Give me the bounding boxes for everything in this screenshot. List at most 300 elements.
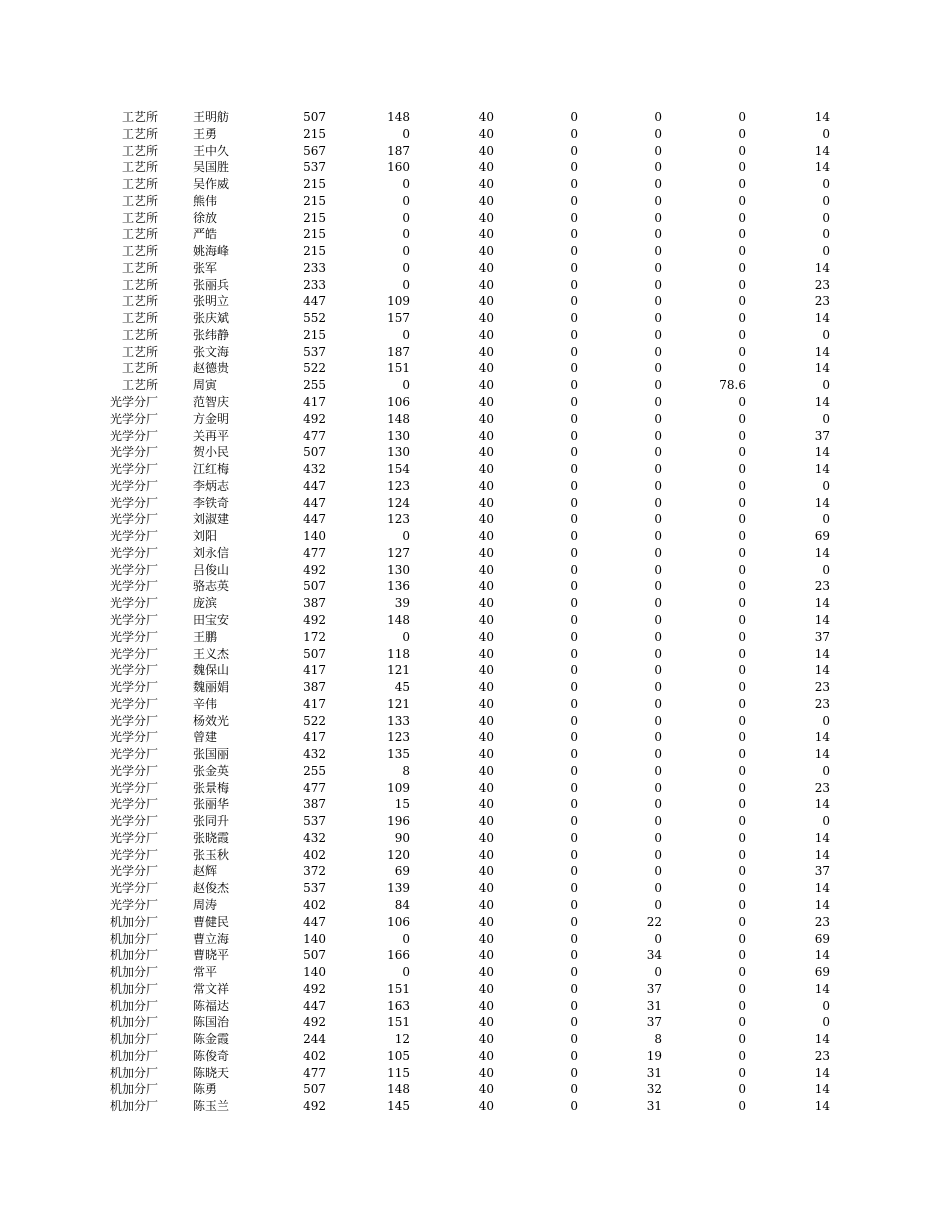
table-row [0,243,950,260]
value-col-3-cell: 40 [478,277,494,292]
department-cell: 光学分厂 [109,747,158,762]
value-col-4-cell: 0 [570,713,578,728]
value-col-2-cell: 148 [387,1082,410,1097]
name-cell: 骆志英 [193,579,230,594]
value-col-3-cell: 40 [478,696,494,711]
value-col-6-cell: 0 [738,126,746,141]
value-col-5-cell: 0 [654,143,662,158]
value-col-6-cell: 0 [738,361,746,376]
value-col-4-cell: 0 [570,193,578,208]
value-col-4-cell: 0 [570,1099,578,1114]
value-col-7-cell: 0 [822,512,830,527]
value-col-3-cell: 40 [478,210,494,225]
name-cell: 陈玉兰 [193,1099,230,1114]
value-col-5-cell: 0 [654,160,662,175]
name-cell: 姚海峰 [193,244,230,259]
value-col-3-cell: 40 [478,143,494,158]
value-col-5-cell: 0 [654,663,662,678]
department-cell: 工艺所 [121,277,158,292]
department-cell: 工艺所 [121,378,158,393]
department-cell: 光学分厂 [109,797,158,812]
value-col-7-cell: 23 [814,277,830,292]
value-col-6-cell: 0 [738,445,746,460]
value-col-5-cell: 0 [654,646,662,661]
value-col-4-cell: 0 [570,629,578,644]
department-cell: 光学分厂 [109,847,158,862]
value-col-3-cell: 40 [478,327,494,342]
value-col-6-cell: 0 [738,780,746,795]
name-cell: 周寅 [193,378,218,393]
value-col-7-cell: 23 [814,914,830,929]
value-col-5-cell: 0 [654,411,662,426]
value-col-1-cell: 417 [303,696,326,711]
department-cell: 光学分厂 [109,897,158,912]
value-col-1-cell: 215 [303,327,326,342]
table-row [0,763,950,780]
name-cell: 江红梅 [193,462,230,477]
value-col-5-cell: 0 [654,177,662,192]
name-cell: 庞滨 [193,596,218,611]
value-col-4-cell: 0 [570,998,578,1013]
value-col-3-cell: 40 [478,495,494,510]
department-cell: 工艺所 [121,177,158,192]
name-cell: 李炳志 [193,478,230,493]
value-col-6-cell: 0 [738,143,746,158]
table-row [0,444,950,461]
value-col-2-cell: 124 [387,495,410,510]
table-row [0,981,950,998]
value-col-2-cell: 148 [387,612,410,627]
value-col-6-cell: 0 [738,1048,746,1063]
value-col-1-cell: 215 [303,244,326,259]
department-cell: 工艺所 [121,110,158,124]
value-col-1-cell: 507 [303,948,326,963]
value-col-5-cell: 0 [654,612,662,627]
value-col-5-cell: 0 [654,847,662,862]
value-col-6-cell: 0 [738,327,746,342]
value-col-5-cell: 0 [654,344,662,359]
value-col-5-cell: 31 [646,998,662,1013]
value-col-6-cell: 0 [738,428,746,443]
value-col-5-cell: 0 [654,378,662,393]
department-cell: 机加分厂 [109,1082,158,1097]
name-cell: 张明立 [193,294,230,309]
value-col-7-cell: 0 [822,378,830,393]
value-col-2-cell: 0 [402,260,410,275]
value-col-2-cell: 109 [387,294,410,309]
value-col-4-cell: 0 [570,495,578,510]
value-col-4-cell: 0 [570,1015,578,1030]
table-row [0,109,950,126]
value-col-2-cell: 123 [387,512,410,527]
department-cell: 光学分厂 [109,763,158,778]
value-col-2-cell: 0 [402,193,410,208]
value-col-1-cell: 537 [303,344,326,359]
value-col-4-cell: 0 [570,881,578,896]
value-col-4-cell: 0 [570,126,578,141]
table-row [0,545,950,562]
department-cell: 光学分厂 [109,629,158,644]
name-cell: 张晓霞 [193,830,230,845]
name-cell: 常文祥 [193,981,230,996]
value-col-7-cell: 69 [814,529,830,544]
value-col-3-cell: 40 [478,897,494,912]
value-col-5-cell: 22 [646,914,662,929]
value-col-4-cell: 0 [570,696,578,711]
table-row [0,143,950,160]
value-col-1-cell: 215 [303,177,326,192]
table-row [0,612,950,629]
value-col-6-cell: 0 [738,730,746,745]
value-col-3-cell: 40 [478,1032,494,1047]
value-col-2-cell: 8 [402,763,410,778]
value-col-3-cell: 40 [478,579,494,594]
name-cell: 周涛 [193,897,218,912]
table-row [0,159,950,176]
value-col-6-cell: 0 [738,529,746,544]
value-col-7-cell: 0 [822,814,830,829]
value-col-7-cell: 14 [814,830,830,845]
name-cell: 严皓 [193,227,218,242]
value-col-7-cell: 14 [814,160,830,175]
department-cell: 机加分厂 [109,998,158,1013]
value-col-7-cell: 14 [814,260,830,275]
value-col-4-cell: 0 [570,612,578,627]
value-col-4-cell: 0 [570,780,578,795]
value-col-5-cell: 0 [654,596,662,611]
table-row [0,964,950,981]
value-col-3-cell: 40 [478,663,494,678]
value-col-1-cell: 432 [303,462,326,477]
value-col-3-cell: 40 [478,847,494,862]
department-cell: 机加分厂 [109,981,158,996]
value-col-3-cell: 40 [478,361,494,376]
value-col-3-cell: 40 [478,411,494,426]
value-col-1-cell: 417 [303,663,326,678]
value-col-3-cell: 40 [478,126,494,141]
value-col-1-cell: 537 [303,160,326,175]
value-col-7-cell: 37 [814,629,830,644]
name-cell: 田宝安 [193,612,230,627]
department-cell: 光学分厂 [109,579,158,594]
value-col-2-cell: 118 [387,646,410,661]
value-col-5-cell: 0 [654,294,662,309]
table-row [0,411,950,428]
value-col-3-cell: 40 [478,730,494,745]
name-cell: 王明舫 [193,110,230,124]
table-row [0,394,950,411]
value-col-2-cell: 12 [394,1032,410,1047]
value-col-6-cell: 0 [738,210,746,225]
name-cell: 李铁奇 [193,495,230,510]
department-cell: 光学分厂 [109,495,158,510]
value-col-4-cell: 0 [570,210,578,225]
value-col-2-cell: 115 [387,1065,410,1080]
value-col-4-cell: 0 [570,763,578,778]
value-col-2-cell: 151 [387,981,410,996]
department-cell: 光学分厂 [109,529,158,544]
value-col-3-cell: 40 [478,177,494,192]
value-col-4-cell: 0 [570,747,578,762]
department-cell: 机加分厂 [109,914,158,929]
value-col-5-cell: 31 [646,1065,662,1080]
value-col-6-cell: 0 [738,227,746,242]
table-row [0,679,950,696]
name-cell: 张纬静 [193,327,230,342]
value-col-5-cell: 0 [654,126,662,141]
value-col-1-cell: 477 [303,1065,326,1080]
value-col-5-cell: 0 [654,277,662,292]
value-col-3-cell: 40 [478,965,494,980]
value-col-5-cell: 0 [654,965,662,980]
table-row [0,813,950,830]
value-col-5-cell: 0 [654,260,662,275]
table-row [0,210,950,227]
value-col-2-cell: 106 [387,914,410,929]
table-row [0,796,950,813]
value-col-7-cell: 23 [814,680,830,695]
value-col-6-cell: 0 [738,646,746,661]
value-col-6-cell: 0 [738,193,746,208]
value-col-4-cell: 0 [570,411,578,426]
value-col-4-cell: 0 [570,260,578,275]
value-col-6-cell: 0 [738,797,746,812]
value-col-7-cell: 14 [814,395,830,410]
department-cell: 工艺所 [121,361,158,376]
value-col-4-cell: 0 [570,562,578,577]
value-col-7-cell: 23 [814,780,830,795]
value-col-1-cell: 244 [303,1032,326,1047]
name-cell: 王义杰 [193,646,230,661]
value-col-6-cell: 0 [738,545,746,560]
department-cell: 光学分厂 [109,596,158,611]
value-col-4-cell: 0 [570,160,578,175]
value-col-3-cell: 40 [478,227,494,242]
value-col-3-cell: 40 [478,562,494,577]
value-col-1-cell: 233 [303,277,326,292]
value-col-6-cell: 0 [738,277,746,292]
name-cell: 张玉秋 [193,847,230,862]
value-col-3-cell: 40 [478,395,494,410]
value-col-7-cell: 14 [814,1082,830,1097]
value-col-4-cell: 0 [570,847,578,862]
value-col-2-cell: 157 [387,311,410,326]
value-col-1-cell: 477 [303,545,326,560]
name-cell: 张丽华 [193,797,230,812]
value-col-4-cell: 0 [570,1065,578,1080]
value-col-4-cell: 0 [570,294,578,309]
table-row [0,746,950,763]
value-col-4-cell: 0 [570,814,578,829]
value-col-5-cell: 0 [654,696,662,711]
value-col-6-cell: 0 [738,1082,746,1097]
value-col-4-cell: 0 [570,1032,578,1047]
value-col-4-cell: 0 [570,445,578,460]
value-col-2-cell: 135 [387,747,410,762]
department-cell: 光学分厂 [109,713,158,728]
value-col-7-cell: 14 [814,1099,830,1114]
name-cell: 熊伟 [193,193,218,208]
value-col-2-cell: 0 [402,965,410,980]
value-col-6-cell: 0 [738,395,746,410]
table-row [0,511,950,528]
name-cell: 陈俊奇 [193,1048,230,1063]
value-col-1-cell: 387 [303,680,326,695]
name-cell: 陈国治 [193,1015,230,1030]
value-col-6-cell: 78.6 [719,378,746,393]
value-col-6-cell: 0 [738,1032,746,1047]
department-cell: 工艺所 [121,210,158,225]
value-col-2-cell: 123 [387,478,410,493]
value-col-4-cell: 0 [570,663,578,678]
name-cell: 张国丽 [193,747,230,762]
value-col-5-cell: 0 [654,562,662,577]
value-col-3-cell: 40 [478,596,494,611]
value-col-4-cell: 0 [570,344,578,359]
value-col-1-cell: 140 [303,965,326,980]
value-col-1-cell: 402 [303,897,326,912]
value-col-1-cell: 215 [303,193,326,208]
value-col-4-cell: 0 [570,327,578,342]
value-col-4-cell: 0 [570,378,578,393]
value-col-6-cell: 0 [738,596,746,611]
table-row [0,377,950,394]
value-col-7-cell: 23 [814,579,830,594]
name-cell: 徐放 [193,210,218,225]
value-col-2-cell: 160 [387,160,410,175]
table-row [0,360,950,377]
value-col-1-cell: 447 [303,998,326,1013]
table-row [0,595,950,612]
value-col-1-cell: 140 [303,529,326,544]
value-col-7-cell: 0 [822,327,830,342]
department-cell: 工艺所 [121,294,158,309]
value-col-3-cell: 40 [478,1082,494,1097]
value-col-4-cell: 0 [570,428,578,443]
value-col-7-cell: 0 [822,562,830,577]
value-col-7-cell: 0 [822,126,830,141]
value-col-6-cell: 0 [738,981,746,996]
department-cell: 工艺所 [121,260,158,275]
value-col-2-cell: 163 [387,998,410,1013]
value-col-3-cell: 40 [478,529,494,544]
department-cell: 光学分厂 [109,680,158,695]
value-col-7-cell: 23 [814,696,830,711]
table-row [0,310,950,327]
value-col-6-cell: 0 [738,579,746,594]
value-col-2-cell: 130 [387,428,410,443]
value-col-1-cell: 417 [303,730,326,745]
department-cell: 光学分厂 [109,545,158,560]
value-col-3-cell: 40 [478,428,494,443]
value-col-5-cell: 0 [654,428,662,443]
value-col-7-cell: 14 [814,730,830,745]
name-cell: 张军 [193,260,218,275]
value-col-7-cell: 0 [822,998,830,1013]
name-cell: 张同升 [193,814,230,829]
value-col-3-cell: 40 [478,445,494,460]
name-cell: 赵德贵 [193,361,230,376]
value-col-1-cell: 372 [303,864,326,879]
value-col-1-cell: 537 [303,814,326,829]
department-cell: 工艺所 [121,244,158,259]
value-col-5-cell: 0 [654,680,662,695]
value-col-1-cell: 492 [303,562,326,577]
value-col-7-cell: 37 [814,428,830,443]
value-col-2-cell: 145 [387,1099,410,1114]
value-col-3-cell: 40 [478,713,494,728]
value-col-6-cell: 0 [738,931,746,946]
table-row [0,528,950,545]
value-col-7-cell: 0 [822,763,830,778]
department-cell: 工艺所 [121,227,158,242]
value-col-6-cell: 0 [738,110,746,124]
value-col-2-cell: 187 [387,143,410,158]
value-col-7-cell: 14 [814,797,830,812]
value-col-7-cell: 14 [814,545,830,560]
value-col-7-cell: 14 [814,847,830,862]
name-cell: 刘永信 [193,545,230,560]
value-col-1-cell: 477 [303,428,326,443]
value-col-3-cell: 40 [478,864,494,879]
value-col-5-cell: 0 [654,780,662,795]
value-col-7-cell: 0 [822,244,830,259]
department-cell: 光学分厂 [109,445,158,460]
value-col-7-cell: 0 [822,177,830,192]
value-col-1-cell: 537 [303,881,326,896]
department-cell: 光学分厂 [109,830,158,845]
value-col-5-cell: 0 [654,830,662,845]
value-col-1-cell: 492 [303,981,326,996]
value-col-5-cell: 0 [654,462,662,477]
value-col-3-cell: 40 [478,830,494,845]
value-col-4-cell: 0 [570,545,578,560]
name-cell: 魏保山 [193,663,230,678]
value-col-7-cell: 0 [822,713,830,728]
value-col-7-cell: 14 [814,663,830,678]
value-col-1-cell: 507 [303,1082,326,1097]
name-cell: 王勇 [193,126,218,141]
department-cell: 工艺所 [121,311,158,326]
value-col-6-cell: 0 [738,881,746,896]
value-col-2-cell: 105 [387,1048,410,1063]
name-cell: 刘淑建 [193,512,230,527]
value-col-7-cell: 14 [814,311,830,326]
value-col-5-cell: 0 [654,545,662,560]
department-cell: 光学分厂 [109,730,158,745]
table-row [0,830,950,847]
value-col-1-cell: 507 [303,579,326,594]
value-col-7-cell: 14 [814,948,830,963]
value-col-2-cell: 121 [387,696,410,711]
value-col-3-cell: 40 [478,193,494,208]
value-col-7-cell: 14 [814,110,830,124]
value-col-4-cell: 0 [570,110,578,124]
value-col-5-cell: 32 [646,1082,662,1097]
value-col-3-cell: 40 [478,780,494,795]
value-col-2-cell: 136 [387,579,410,594]
value-col-5-cell: 0 [654,495,662,510]
value-col-6-cell: 0 [738,1099,746,1114]
department-cell: 光学分厂 [109,612,158,627]
name-cell: 陈福达 [193,998,230,1013]
table-row [0,662,950,679]
value-col-7-cell: 14 [814,747,830,762]
name-cell: 吴作威 [193,177,230,192]
value-col-7-cell: 0 [822,193,830,208]
value-col-6-cell: 0 [738,998,746,1013]
value-col-3-cell: 40 [478,646,494,661]
